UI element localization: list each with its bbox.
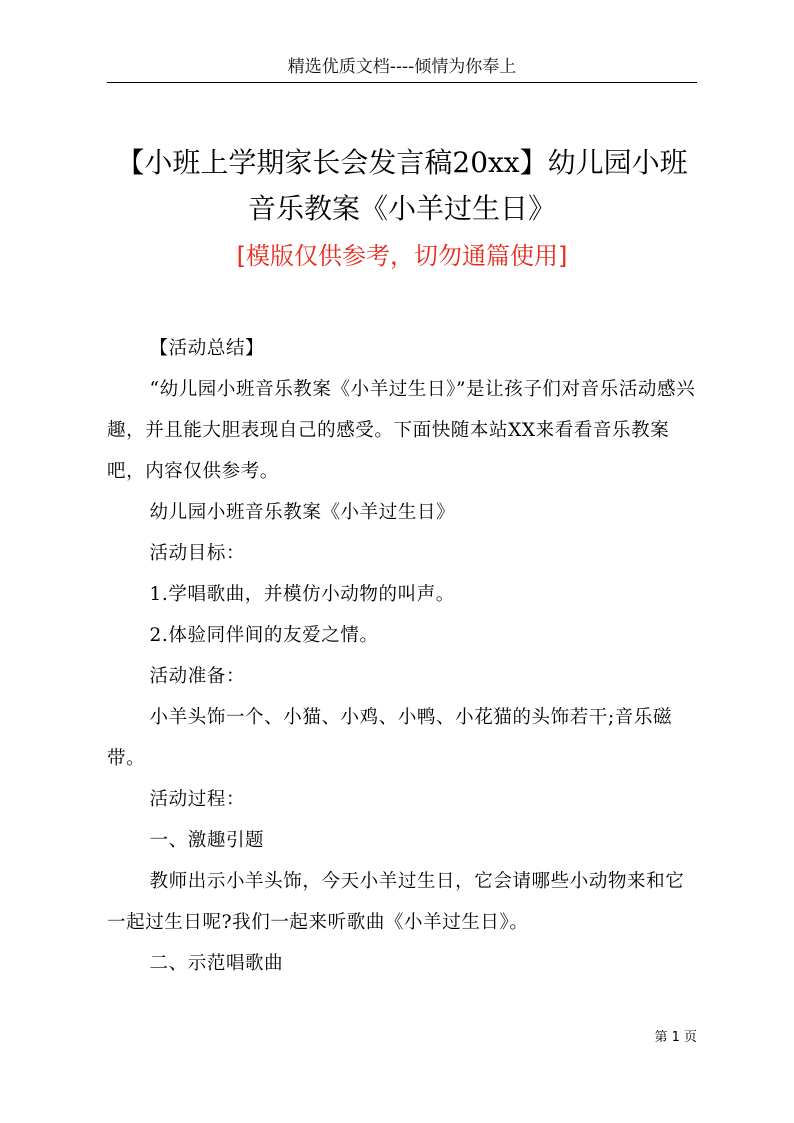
paragraph: 1.学唱歌曲，并模仿小动物的叫声。 (149, 584, 455, 605)
paragraph: 2.体验同伴间的友爱之情。 (149, 625, 379, 646)
document-title (107, 140, 697, 232)
template-notice: [模版仅供参考，切勿通篇使用] (236, 242, 568, 270)
paragraph: 幼儿园小班音乐教案《小羊过生日》 (149, 502, 456, 523)
header-divider (107, 82, 697, 83)
paragraph: 活动过程： (149, 789, 246, 810)
paragraph: 【活动总结】 (149, 338, 265, 359)
page-number: 第 1 页 (654, 1030, 697, 1045)
paragraph: 教师出示小羊头饰，今天小羊过生日，它会请哪些小动物来和它一起过生日呢?我们一起来听歌曲《小羊过生日》。 (107, 871, 685, 933)
page-header: 精选优质文档----倾情为你奉上 (287, 57, 517, 77)
paragraph: 一、激趣引题 (149, 830, 265, 851)
paragraph: 小羊头饰一个、小猫、小鸡、小鸭、小花猫的头饰若干;音乐磁带。 (107, 707, 673, 769)
title-line-1: 【小班上学期家长会发言稿20xx】幼儿园小班 (116, 146, 688, 179)
paragraph: 二、示范唱歌曲 (149, 953, 284, 974)
paragraph: 活动目标： (149, 543, 246, 564)
paragraph: “幼儿园小班音乐教案《小羊过生日》”是让孩子们对音乐活动感兴趣，并且能大胆表现自己的感受。下面快随本站XX来看看音乐教案吧，内容仅供参考。 (107, 379, 696, 482)
paragraph: 活动准备： (149, 666, 246, 687)
title-line-2: 音乐教案《小羊过生日》 (247, 192, 556, 225)
document-body (107, 328, 697, 984)
